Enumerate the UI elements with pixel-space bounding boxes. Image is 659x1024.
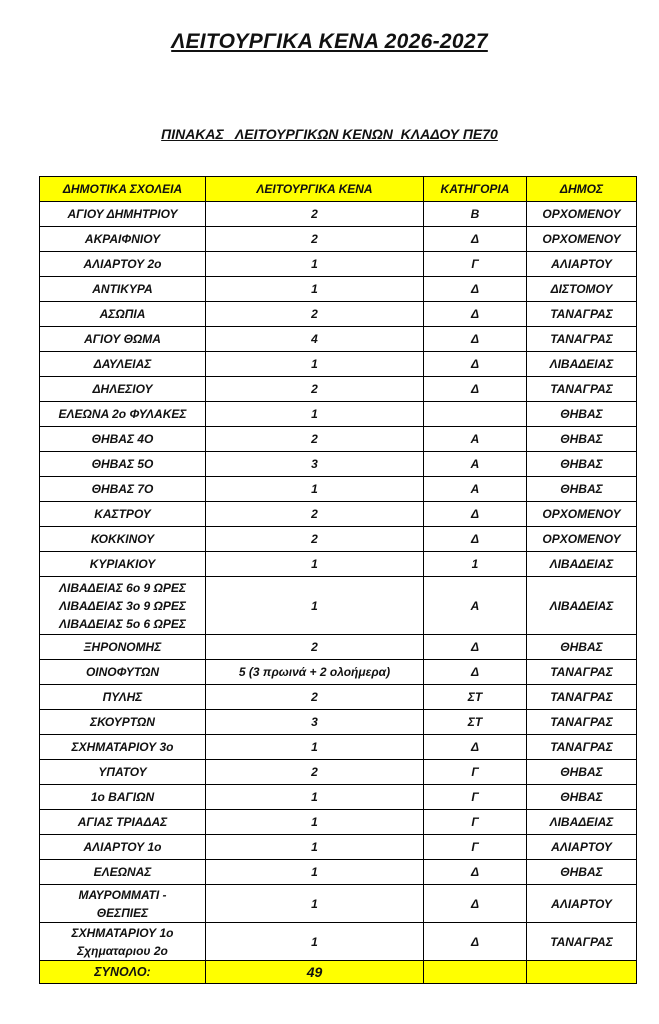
school-cell: ΣΧΗΜΑΤΑΡΙΟΥ 3ο bbox=[40, 735, 206, 760]
school-cell: 1ο ΒΑΓΙΩΝ bbox=[40, 785, 206, 810]
school-cell bbox=[40, 923, 206, 961]
municipality-cell: ΑΛΙΑΡΤΟΥ bbox=[527, 885, 637, 923]
school-name-line: ΛΙΒΑΔΕΙΑΣ 3ο 9 ΩΡΕΣ bbox=[59, 598, 186, 613]
table-row bbox=[40, 735, 637, 760]
vacancies-cell: 2 bbox=[206, 527, 424, 552]
header-municipality: ΔΗΜΟΣ bbox=[527, 177, 637, 202]
category-cell: Δ bbox=[424, 885, 527, 923]
table-row bbox=[40, 427, 637, 452]
category-cell: Δ bbox=[424, 352, 527, 377]
header-vacancies: ΛΕΙΤΟΥΡΓΙΚΑ ΚΕΝΑ bbox=[206, 177, 424, 202]
municipality-cell: ΛΙΒΑΔΕΙΑΣ bbox=[527, 577, 637, 635]
category-cell: Γ bbox=[424, 785, 527, 810]
table-row bbox=[40, 785, 637, 810]
table-row bbox=[40, 302, 637, 327]
school-cell: ΘΗΒΑΣ 5Ο bbox=[40, 452, 206, 477]
category-cell: ΣΤ bbox=[424, 710, 527, 735]
vacancies-cell: 2 bbox=[206, 635, 424, 660]
table-row bbox=[40, 227, 637, 252]
table-row bbox=[40, 810, 637, 835]
category-cell: Β bbox=[424, 202, 527, 227]
table-row bbox=[40, 327, 637, 352]
category-cell: Γ bbox=[424, 835, 527, 860]
school-name-line: ΘΕΣΠΙΕΣ bbox=[96, 905, 149, 920]
vacancies-cell: 1 bbox=[206, 277, 424, 302]
table-row bbox=[40, 452, 637, 477]
table-row bbox=[40, 552, 637, 577]
school-cell: ΑΓΙΑΣ ΤΡΙΑΔΑΣ bbox=[40, 810, 206, 835]
school-cell: ΞΗΡΟΝΟΜΗΣ bbox=[40, 635, 206, 660]
table-row bbox=[40, 660, 637, 685]
table-caption: ΠΙΝΑΚΑΣ ΛΕΙΤΟΥΡΓΙΚΩΝ ΚΕΝΩΝ ΚΛΑΔΟΥ ΠΕ70 bbox=[161, 126, 498, 142]
vacancies-cell: 1 bbox=[206, 735, 424, 760]
school-cell bbox=[40, 577, 206, 635]
table-row bbox=[40, 835, 637, 860]
school-cell: ΚΑΣΤΡΟΥ bbox=[40, 502, 206, 527]
school-name-line: ΛΙΒΑΔΕΙΑΣ 5ο 6 ΩΡΕΣ bbox=[59, 616, 186, 631]
vacancies-cell: 2 bbox=[206, 377, 424, 402]
vacancies-cell: 2 bbox=[206, 202, 424, 227]
vacancies-cell: 2 bbox=[206, 427, 424, 452]
category-cell: Γ bbox=[424, 252, 527, 277]
municipality-cell: ΤΑΝΑΓΡΑΣ bbox=[527, 923, 637, 961]
school-cell: ΑΓΙΟΥ ΔΗΜΗΤΡΙΟΥ bbox=[40, 202, 206, 227]
vacancies-cell: 3 bbox=[206, 710, 424, 735]
total-value: 49 bbox=[206, 961, 424, 984]
vacancies-cell: 1 bbox=[206, 402, 424, 427]
category-cell: Δ bbox=[424, 635, 527, 660]
school-name-line: ΜΑΥΡΟΜΜΑΤΙ - bbox=[78, 887, 167, 902]
table-row bbox=[40, 477, 637, 502]
school-cell: ΑΓΙΟΥ ΘΩΜΑ bbox=[40, 327, 206, 352]
table-row bbox=[40, 502, 637, 527]
category-cell: ΣΤ bbox=[424, 685, 527, 710]
table-row bbox=[40, 577, 637, 635]
table-row bbox=[40, 685, 637, 710]
vacancies-cell: 1 bbox=[206, 577, 424, 635]
table-row bbox=[40, 760, 637, 785]
municipality-cell: ΟΡΧΟΜΕΝΟΥ bbox=[527, 227, 637, 252]
school-cell: ΘΗΒΑΣ 7Ο bbox=[40, 477, 206, 502]
municipality-cell: ΘΗΒΑΣ bbox=[527, 452, 637, 477]
municipality-cell: ΟΡΧΟΜΕΝΟΥ bbox=[527, 502, 637, 527]
vacancies-cell: 3 bbox=[206, 452, 424, 477]
vacancies-table bbox=[39, 176, 637, 984]
table-row bbox=[40, 885, 637, 923]
table-row bbox=[40, 377, 637, 402]
total-empty-cell bbox=[424, 961, 527, 984]
category-cell: Δ bbox=[424, 302, 527, 327]
total-row bbox=[40, 961, 637, 984]
municipality-cell: ΤΑΝΑΓΡΑΣ bbox=[527, 377, 637, 402]
school-cell: ΣΚΟΥΡΤΩΝ bbox=[40, 710, 206, 735]
municipality-cell: ΛΙΒΑΔΕΙΑΣ bbox=[527, 352, 637, 377]
school-name-line: ΛΙΒΑΔΕΙΑΣ 6ο 9 ΩΡΕΣ bbox=[59, 580, 186, 595]
municipality-cell: ΛΙΒΑΔΕΙΑΣ bbox=[527, 810, 637, 835]
category-cell: Α bbox=[424, 452, 527, 477]
category-cell: Δ bbox=[424, 923, 527, 961]
category-cell: Α bbox=[424, 477, 527, 502]
municipality-cell: ΤΑΝΑΓΡΑΣ bbox=[527, 660, 637, 685]
vacancies-cell: 1 bbox=[206, 552, 424, 577]
vacancies-cell: 2 bbox=[206, 302, 424, 327]
category-cell: Δ bbox=[424, 527, 527, 552]
municipality-cell: ΘΗΒΑΣ bbox=[527, 785, 637, 810]
school-cell: ΔΗΛΕΣΙΟΥ bbox=[40, 377, 206, 402]
school-cell: ΕΛΕΩΝΑ 2ο ΦΥΛΑΚΕΣ bbox=[40, 402, 206, 427]
municipality-cell: ΘΗΒΑΣ bbox=[527, 402, 637, 427]
vacancies-cell: 1 bbox=[206, 810, 424, 835]
vacancies-cell: 1 bbox=[206, 923, 424, 961]
category-cell: Δ bbox=[424, 327, 527, 352]
school-cell bbox=[40, 885, 206, 923]
category-cell: Δ bbox=[424, 227, 527, 252]
vacancies-cell: 1 bbox=[206, 785, 424, 810]
municipality-cell: ΤΑΝΑΓΡΑΣ bbox=[527, 327, 637, 352]
category-cell: Α bbox=[424, 577, 527, 635]
table-row bbox=[40, 252, 637, 277]
municipality-cell: ΘΗΒΑΣ bbox=[527, 760, 637, 785]
municipality-cell: ΟΡΧΟΜΕΝΟΥ bbox=[527, 527, 637, 552]
vacancies-cell: 1 bbox=[206, 835, 424, 860]
school-cell: ΘΗΒΑΣ 4Ο bbox=[40, 427, 206, 452]
school-cell: ΔΑΥΛΕΙΑΣ bbox=[40, 352, 206, 377]
category-cell: Δ bbox=[424, 277, 527, 302]
table-row bbox=[40, 402, 637, 427]
vacancies-cell: 4 bbox=[206, 327, 424, 352]
municipality-cell: ΘΗΒΑΣ bbox=[527, 635, 637, 660]
table-row bbox=[40, 202, 637, 227]
municipality-cell: ΘΗΒΑΣ bbox=[527, 477, 637, 502]
total-label: ΣΥΝΟΛΟ: bbox=[40, 961, 206, 984]
municipality-cell: ΤΑΝΑΓΡΑΣ bbox=[527, 710, 637, 735]
municipality-cell: ΤΑΝΑΓΡΑΣ bbox=[527, 302, 637, 327]
school-cell: ΥΠΑΤΟΥ bbox=[40, 760, 206, 785]
header-category: ΚΑΤΗΓΟΡΙΑ bbox=[424, 177, 527, 202]
table-row bbox=[40, 860, 637, 885]
category-cell: Δ bbox=[424, 735, 527, 760]
total-empty-cell bbox=[527, 961, 637, 984]
vacancies-cell: 1 bbox=[206, 477, 424, 502]
vacancies-cell: 1 bbox=[206, 352, 424, 377]
municipality-cell: ΟΡΧΟΜΕΝΟΥ bbox=[527, 202, 637, 227]
municipality-cell: ΤΑΝΑΓΡΑΣ bbox=[527, 685, 637, 710]
vacancies-cell: 1 bbox=[206, 252, 424, 277]
header-schools: ΔΗΜΟΤΙΚΑ ΣΧΟΛΕΙΑ bbox=[40, 177, 206, 202]
table-row bbox=[40, 635, 637, 660]
table-row bbox=[40, 527, 637, 552]
vacancies-cell: 2 bbox=[206, 502, 424, 527]
municipality-cell: ΛΙΒΑΔΕΙΑΣ bbox=[527, 552, 637, 577]
table-row bbox=[40, 923, 637, 961]
table-row bbox=[40, 277, 637, 302]
municipality-cell: ΑΛΙΑΡΤΟΥ bbox=[527, 835, 637, 860]
category-cell: Δ bbox=[424, 377, 527, 402]
category-cell: Α bbox=[424, 427, 527, 452]
vacancies-cell: 1 bbox=[206, 885, 424, 923]
category-cell: Γ bbox=[424, 810, 527, 835]
category-cell: 1 bbox=[424, 552, 527, 577]
school-cell: ΑΛΙΑΡΤΟΥ 1ο bbox=[40, 835, 206, 860]
school-cell: ΟΙΝΟΦΥΤΩΝ bbox=[40, 660, 206, 685]
category-cell: Γ bbox=[424, 760, 527, 785]
school-cell: ΚΟΚΚΙΝΟΥ bbox=[40, 527, 206, 552]
vacancies-cell: 2 bbox=[206, 685, 424, 710]
municipality-cell: ΑΛΙΑΡΤΟΥ bbox=[527, 252, 637, 277]
category-cell: Δ bbox=[424, 860, 527, 885]
school-cell: ΑΛΙΑΡΤΟΥ 2ο bbox=[40, 252, 206, 277]
municipality-cell: ΘΗΒΑΣ bbox=[527, 427, 637, 452]
municipality-cell: ΘΗΒΑΣ bbox=[527, 860, 637, 885]
table-row bbox=[40, 352, 637, 377]
school-cell: ΑΚΡΑΙΦΝΙΟΥ bbox=[40, 227, 206, 252]
table-row bbox=[40, 710, 637, 735]
school-cell: ΚΥΡΙΑΚΙΟΥ bbox=[40, 552, 206, 577]
school-name-line: ΣΧΗΜΑΤΑΡΙΟΥ 1ο bbox=[71, 925, 174, 940]
category-cell: Δ bbox=[424, 660, 527, 685]
municipality-cell: ΔΙΣΤΟΜΟΥ bbox=[527, 277, 637, 302]
table-header-row bbox=[40, 177, 637, 202]
category-cell bbox=[424, 402, 527, 427]
municipality-cell: ΤΑΝΑΓΡΑΣ bbox=[527, 735, 637, 760]
school-cell: ΕΛΕΩΝΑΣ bbox=[40, 860, 206, 885]
vacancies-cell: 2 bbox=[206, 227, 424, 252]
school-cell: ΠΥΛΗΣ bbox=[40, 685, 206, 710]
school-cell: ΑΝΤΙΚΥΡΑ bbox=[40, 277, 206, 302]
school-name-line: Σχηματαριου 2ο bbox=[77, 943, 168, 958]
category-cell: Δ bbox=[424, 502, 527, 527]
vacancies-cell: 1 bbox=[206, 860, 424, 885]
vacancies-cell: 2 bbox=[206, 760, 424, 785]
document-title: ΛΕΙΤΟΥΡΓΙΚΑ ΚΕΝΑ 2026-2027 bbox=[171, 30, 488, 53]
school-cell: ΑΣΩΠΙΑ bbox=[40, 302, 206, 327]
vacancies-cell: 5 (3 πρωινά + 2 ολοήμερα) bbox=[206, 660, 424, 685]
